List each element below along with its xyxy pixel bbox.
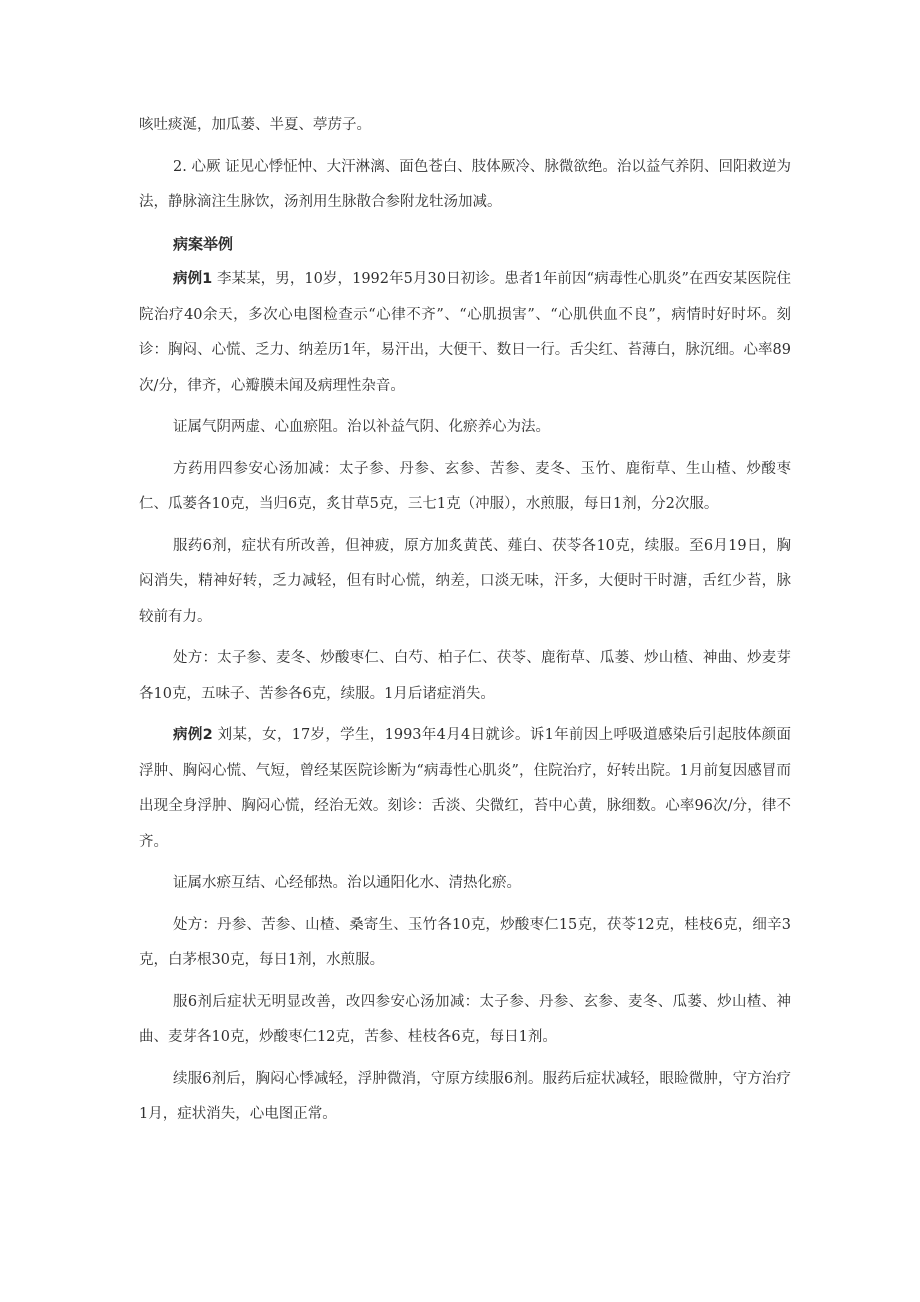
section-heading: 病案举例 <box>173 234 234 253</box>
document-body <box>139 108 791 1133</box>
case1-intro-text: 李某某，男，10岁，1992年5月30日初诊。患者1年前因“病毒性心肌炎”在西安某医院住院治疗40余天，多次心电图检查示“心律不齐”、“心肌损害”、“心肌供血不良”，病情时好时坏。刻诊：胸闷、心慌、乏力、纳差历1年，易汗出，大便干、数日一行。舌尖红、苔薄白，脉沉细。心率89次/分，律齐，心瓣膜未闻及病理性杂音。 <box>139 271 791 394</box>
case2-followup: 服6剂后症状无明显改善，改四参安心汤加减：太子参、丹参、玄参、麦冬、瓜蒌、炒山楂、神曲、麦芽各10克，炒酸枣仁12克，苦参、桂枝各6克，每日1剂。 <box>139 993 791 1045</box>
case2-prescription: 处方：丹参、苦参、山楂、桑寄生、玉竹各10克，炒酸枣仁15克，茯苓12克，桂枝6克，细辛3克，白茅根30克，每日1剂，水煎服。 <box>139 916 791 968</box>
case1-final-prescription: 处方：太子参、麦冬、炒酸枣仁、白芍、柏子仁、茯苓、鹿衔草、瓜蒌、炒山楂、神曲、炒麦芽各10克，五味子、苦参各6克，续服。1月后诸症消失。 <box>139 650 791 702</box>
paragraph-continuation: 咳吐痰涎，加瓜蒌、半夏、葶苈子。 <box>139 117 371 133</box>
case2-intro <box>139 718 791 860</box>
case2-intro-text: 刘某，女，17岁，学生，1993年4月4日就诊。诉1年前因上呼吸道感染后引起肢体颜面浮肿、胸闷心慌、气短，曾经某医院诊断为“病毒性心肌炎”，住院治疗，好转出院。1月前复因感冒而出现全身浮肿、胸闷心慌，经治无效。刻诊：舌淡、尖微红，苔中心黄，脉细数。心率96次/分，律不齐。 <box>139 727 791 850</box>
case2-outcome: 续服6剂后，胸闷心悸减轻，浮肿微消，守原方续服6剂。服药后症状减轻，眼睑微肿，守方治疗1月，症状消失，心电图正常。 <box>139 1070 791 1122</box>
case1-diagnosis: 证属气阴两虚、心血瘀阻。治以补益气阴、化瘀养心为法。 <box>173 419 550 435</box>
case1-label: 病例1 <box>173 271 213 287</box>
case2-diagnosis: 证属水瘀互结、心经郁热。治以通阳化水、清热化瘀。 <box>173 875 521 891</box>
case2-label: 病例2 <box>173 727 213 743</box>
paragraph-heart-syncope: 2. 心厥 证见心悸怔忡、大汗淋漓、面色苍白、肢体厥冷、脉微欲绝。治以益气养阴、回阳救逆为法，静脉滴注生脉饮，汤剂用生脉散合参附龙牡汤加减。 <box>139 158 791 210</box>
case1-prescription: 方药用四参安心汤加减：太子参、丹参、玄参、苦参、麦冬、玉竹、鹿衔草、生山楂、炒酸枣仁、瓜蒌各10克，当归6克，炙甘草5克，三七1克（冲服），水煎服，每日1剂，分2次服。 <box>139 460 791 512</box>
case1-intro <box>139 262 791 404</box>
case1-followup: 服药6剂，症状有所改善，但神疲，原方加炙黄芪、薤白、茯苓各10克，续服。至6月19日，胸闷消失，精神好转，乏力减轻，但有时心慌，纳差，口淡无味，汗多，大便时干时溏，舌红少苔，脉较前有力。 <box>139 537 791 625</box>
